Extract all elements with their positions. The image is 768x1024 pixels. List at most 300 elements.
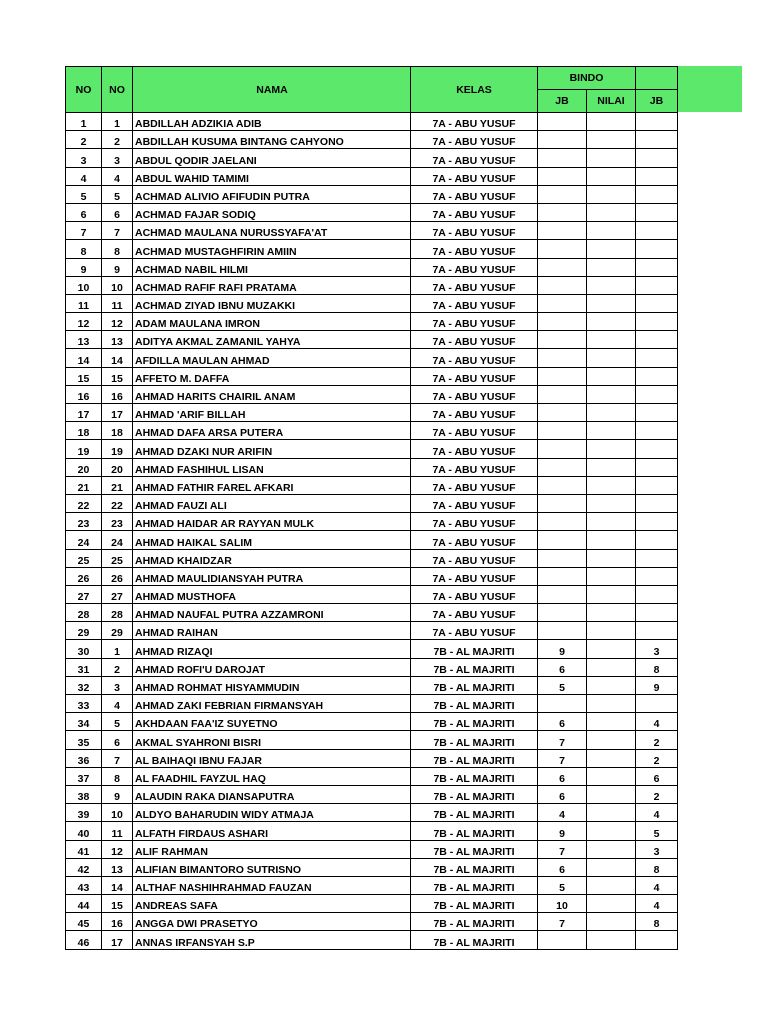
cell-jb-2: 2 xyxy=(636,749,678,767)
cell-kelas: 7B - AL MAJRITI xyxy=(411,658,538,676)
cell-nilai xyxy=(587,458,636,476)
cell-kelas: 7A - ABU YUSUF xyxy=(411,549,538,567)
cell-jb xyxy=(538,513,587,531)
cell-no-class: 11 xyxy=(102,822,133,840)
cell-no: 39 xyxy=(66,804,102,822)
cell-kelas: 7A - ABU YUSUF xyxy=(411,567,538,585)
table-row xyxy=(66,895,678,913)
cell-no: 38 xyxy=(66,785,102,803)
cell-jb-2 xyxy=(636,585,678,603)
cell-no: 1 xyxy=(66,113,102,131)
table-row xyxy=(66,713,678,731)
cell-nilai xyxy=(587,294,636,312)
table-row xyxy=(66,294,678,312)
cell-no-class: 13 xyxy=(102,858,133,876)
cell-nilai xyxy=(587,585,636,603)
cell-no-class: 4 xyxy=(102,695,133,713)
cell-nilai xyxy=(587,331,636,349)
cell-kelas: 7A - ABU YUSUF xyxy=(411,276,538,294)
cell-kelas: 7B - AL MAJRITI xyxy=(411,876,538,894)
cell-no-class: 11 xyxy=(102,294,133,312)
cell-no-class: 12 xyxy=(102,313,133,331)
table-row xyxy=(66,549,678,567)
cell-kelas: 7A - ABU YUSUF xyxy=(411,294,538,312)
cell-nilai xyxy=(587,640,636,658)
cell-jb-2 xyxy=(636,367,678,385)
cell-no: 46 xyxy=(66,931,102,949)
cell-kelas: 7B - AL MAJRITI xyxy=(411,676,538,694)
cell-nilai xyxy=(587,658,636,676)
cell-nama: ADITYA AKMAL ZAMANIL YAHYA xyxy=(133,331,411,349)
cell-kelas: 7A - ABU YUSUF xyxy=(411,622,538,640)
cell-jb xyxy=(538,258,587,276)
cell-nama: AHMAD MUSTHOFA xyxy=(133,585,411,603)
cell-nilai xyxy=(587,822,636,840)
cell-nama: AHMAD FASHIHUL LISAN xyxy=(133,458,411,476)
cell-jb xyxy=(538,458,587,476)
cell-nama: AHMAD RIZAQI xyxy=(133,640,411,658)
cell-jb xyxy=(538,167,587,185)
cell-jb-2 xyxy=(636,276,678,294)
cell-nilai xyxy=(587,440,636,458)
table-row xyxy=(66,731,678,749)
table-row xyxy=(66,331,678,349)
cell-kelas: 7A - ABU YUSUF xyxy=(411,313,538,331)
cell-nilai xyxy=(587,895,636,913)
table-row xyxy=(66,676,678,694)
cell-no-class: 26 xyxy=(102,567,133,585)
cell-nilai xyxy=(587,767,636,785)
cell-jb-2: 3 xyxy=(636,640,678,658)
cell-jb-2 xyxy=(636,258,678,276)
cell-kelas: 7A - ABU YUSUF xyxy=(411,131,538,149)
cell-no: 21 xyxy=(66,476,102,494)
cell-jb-2 xyxy=(636,113,678,131)
cell-nilai xyxy=(587,476,636,494)
cell-nilai xyxy=(587,604,636,622)
cell-nama: ABDILLAH ADZIKIA ADIB xyxy=(133,113,411,131)
cell-no-class: 10 xyxy=(102,804,133,822)
cell-no-class: 17 xyxy=(102,931,133,949)
table-row xyxy=(66,385,678,403)
cell-nama: ACHMAD ALIVIO AFIFUDIN PUTRA xyxy=(133,185,411,203)
cell-no: 44 xyxy=(66,895,102,913)
cell-no-class: 28 xyxy=(102,604,133,622)
cell-jb-2: 4 xyxy=(636,876,678,894)
cell-jb: 7 xyxy=(538,731,587,749)
cell-jb xyxy=(538,422,587,440)
cell-jb xyxy=(538,331,587,349)
cell-kelas: 7B - AL MAJRITI xyxy=(411,749,538,767)
cell-no-class: 6 xyxy=(102,203,133,221)
cell-nama: AL FAADHIL FAYZUL HAQ xyxy=(133,767,411,785)
cell-jb: 7 xyxy=(538,913,587,931)
cell-jb xyxy=(538,385,587,403)
cell-kelas: 7B - AL MAJRITI xyxy=(411,785,538,803)
cell-kelas: 7A - ABU YUSUF xyxy=(411,113,538,131)
table-row xyxy=(66,767,678,785)
header-empty-cell xyxy=(636,67,678,90)
table-row xyxy=(66,222,678,240)
table-row xyxy=(66,185,678,203)
cell-jb-2 xyxy=(636,531,678,549)
cell-nama: ABDUL QODIR JAELANI xyxy=(133,149,411,167)
cell-kelas: 7A - ABU YUSUF xyxy=(411,203,538,221)
cell-jb-2 xyxy=(636,203,678,221)
cell-nilai xyxy=(587,622,636,640)
cell-no-class: 10 xyxy=(102,276,133,294)
table-row xyxy=(66,440,678,458)
cell-no: 42 xyxy=(66,858,102,876)
cell-kelas: 7A - ABU YUSUF xyxy=(411,513,538,531)
cell-nilai xyxy=(587,513,636,531)
cell-nama: ACHMAD MUSTAGHFIRIN AMIIN xyxy=(133,240,411,258)
table-row xyxy=(66,349,678,367)
cell-nilai xyxy=(587,676,636,694)
cell-kelas: 7B - AL MAJRITI xyxy=(411,767,538,785)
cell-no-class: 14 xyxy=(102,876,133,894)
cell-nama: AHMAD ZAKI FEBRIAN FIRMANSYAH xyxy=(133,695,411,713)
cell-jb-2 xyxy=(636,604,678,622)
cell-no-class: 9 xyxy=(102,258,133,276)
cell-no-class: 25 xyxy=(102,549,133,567)
cell-nama: ALIFIAN BIMANTORO SUTRISNO xyxy=(133,858,411,876)
cell-no: 12 xyxy=(66,313,102,331)
cell-jb: 5 xyxy=(538,676,587,694)
cell-no-class: 4 xyxy=(102,167,133,185)
cell-no: 10 xyxy=(66,276,102,294)
cell-no-class: 6 xyxy=(102,731,133,749)
table-row xyxy=(66,604,678,622)
cell-jb-2 xyxy=(636,695,678,713)
cell-no: 27 xyxy=(66,585,102,603)
cell-kelas: 7B - AL MAJRITI xyxy=(411,931,538,949)
cell-jb xyxy=(538,567,587,585)
cell-nama: AHMAD HAIKAL SALIM xyxy=(133,531,411,549)
cell-jb: 6 xyxy=(538,767,587,785)
header-no: NO xyxy=(66,67,102,113)
table-row xyxy=(66,785,678,803)
cell-nama: AHMAD DZAKI NUR ARIFIN xyxy=(133,440,411,458)
cell-jb: 6 xyxy=(538,785,587,803)
cell-jb xyxy=(538,349,587,367)
cell-nama: ALTHAF NASHIHRAHMAD FAUZAN xyxy=(133,876,411,894)
cell-jb: 5 xyxy=(538,876,587,894)
cell-no: 15 xyxy=(66,367,102,385)
cell-nama: ANDREAS SAFA xyxy=(133,895,411,913)
cell-nilai xyxy=(587,713,636,731)
cell-nama: ADAM MAULANA IMRON xyxy=(133,313,411,331)
cell-nama: AKHDAAN FAA'IZ SUYETNO xyxy=(133,713,411,731)
cell-kelas: 7A - ABU YUSUF xyxy=(411,331,538,349)
cell-kelas: 7A - ABU YUSUF xyxy=(411,222,538,240)
cell-no: 40 xyxy=(66,822,102,840)
cell-no-class: 23 xyxy=(102,513,133,531)
table-row xyxy=(66,876,678,894)
table-row xyxy=(66,931,678,949)
header-jb: JB xyxy=(538,90,587,113)
cell-jb-2 xyxy=(636,349,678,367)
cell-kelas: 7B - AL MAJRITI xyxy=(411,895,538,913)
table-row xyxy=(66,531,678,549)
table-row xyxy=(66,258,678,276)
cell-nilai xyxy=(587,258,636,276)
cell-nama: AFFETO M. DAFFA xyxy=(133,367,411,385)
cell-no: 13 xyxy=(66,331,102,349)
cell-kelas: 7A - ABU YUSUF xyxy=(411,404,538,422)
cell-no-class: 7 xyxy=(102,222,133,240)
cell-nama: AL BAIHAQI IBNU FAJAR xyxy=(133,749,411,767)
cell-no: 32 xyxy=(66,676,102,694)
cell-nilai xyxy=(587,404,636,422)
cell-no: 23 xyxy=(66,513,102,531)
cell-nilai xyxy=(587,531,636,549)
cell-jb-2: 8 xyxy=(636,913,678,931)
cell-no-class: 21 xyxy=(102,476,133,494)
cell-no: 17 xyxy=(66,404,102,422)
cell-no: 45 xyxy=(66,913,102,931)
cell-jb-2: 2 xyxy=(636,731,678,749)
cell-nama: AHMAD 'ARIF BILLAH xyxy=(133,404,411,422)
header-nama: NAMA xyxy=(133,67,411,113)
cell-nilai xyxy=(587,385,636,403)
cell-nama: ACHMAD NABIL HILMI xyxy=(133,258,411,276)
cell-nilai xyxy=(587,876,636,894)
cell-nilai xyxy=(587,840,636,858)
cell-nama: AFDILLA MAULAN AHMAD xyxy=(133,349,411,367)
cell-nilai xyxy=(587,785,636,803)
cell-jb xyxy=(538,313,587,331)
cell-nama: ACHMAD RAFIF RAFI PRATAMA xyxy=(133,276,411,294)
cell-kelas: 7B - AL MAJRITI xyxy=(411,913,538,931)
cell-jb: 9 xyxy=(538,822,587,840)
table-row xyxy=(66,203,678,221)
cell-no-class: 27 xyxy=(102,585,133,603)
cell-jb-2 xyxy=(636,622,678,640)
cell-no-class: 15 xyxy=(102,367,133,385)
cell-jb-2 xyxy=(636,222,678,240)
cell-jb xyxy=(538,494,587,512)
cell-nilai xyxy=(587,240,636,258)
cell-jb-2 xyxy=(636,149,678,167)
cell-jb-2: 3 xyxy=(636,840,678,858)
cell-jb-2 xyxy=(636,567,678,585)
cell-nilai xyxy=(587,276,636,294)
cell-nilai xyxy=(587,203,636,221)
cell-jb-2: 8 xyxy=(636,858,678,876)
cell-no: 7 xyxy=(66,222,102,240)
cell-jb: 4 xyxy=(538,804,587,822)
cell-no-class: 2 xyxy=(102,131,133,149)
cell-nama: ALAUDIN RAKA DIANSAPUTRA xyxy=(133,785,411,803)
cell-no: 30 xyxy=(66,640,102,658)
cell-jb-2 xyxy=(636,167,678,185)
cell-no: 11 xyxy=(66,294,102,312)
table-row xyxy=(66,313,678,331)
cell-jb xyxy=(538,149,587,167)
cell-jb xyxy=(538,622,587,640)
cell-kelas: 7A - ABU YUSUF xyxy=(411,349,538,367)
cell-no-class: 3 xyxy=(102,149,133,167)
cell-nilai xyxy=(587,931,636,949)
cell-no: 29 xyxy=(66,622,102,640)
cell-jb xyxy=(538,585,587,603)
cell-no: 18 xyxy=(66,422,102,440)
table-row xyxy=(66,113,678,131)
cell-no-class: 8 xyxy=(102,240,133,258)
cell-jb xyxy=(538,294,587,312)
table-row xyxy=(66,494,678,512)
cell-jb xyxy=(538,203,587,221)
cell-kelas: 7A - ABU YUSUF xyxy=(411,494,538,512)
cell-jb-2 xyxy=(636,294,678,312)
cell-kelas: 7A - ABU YUSUF xyxy=(411,367,538,385)
cell-jb-2 xyxy=(636,313,678,331)
cell-jb xyxy=(538,549,587,567)
cell-jb-2 xyxy=(636,131,678,149)
cell-no-class: 18 xyxy=(102,422,133,440)
cell-nilai xyxy=(587,349,636,367)
cell-jb xyxy=(538,604,587,622)
cell-nama: AHMAD KHAIDZAR xyxy=(133,549,411,567)
cell-no-class: 2 xyxy=(102,658,133,676)
cell-jb-2 xyxy=(636,422,678,440)
cell-no: 26 xyxy=(66,567,102,585)
cell-nilai xyxy=(587,185,636,203)
cell-kelas: 7B - AL MAJRITI xyxy=(411,713,538,731)
cell-kelas: 7A - ABU YUSUF xyxy=(411,531,538,549)
cell-jb-2 xyxy=(636,931,678,949)
table-row xyxy=(66,131,678,149)
cell-jb xyxy=(538,531,587,549)
cell-nama: ANGGA DWI PRASETYO xyxy=(133,913,411,931)
table-header xyxy=(66,67,678,113)
cell-no: 34 xyxy=(66,713,102,731)
cell-jb: 10 xyxy=(538,895,587,913)
cell-jb: 6 xyxy=(538,858,587,876)
table-row xyxy=(66,913,678,931)
cell-jb xyxy=(538,222,587,240)
cell-kelas: 7A - ABU YUSUF xyxy=(411,385,538,403)
cell-no-class: 3 xyxy=(102,676,133,694)
cell-jb xyxy=(538,476,587,494)
cell-jb xyxy=(538,113,587,131)
header-no-class: NO xyxy=(102,67,133,113)
cell-nilai xyxy=(587,731,636,749)
cell-no: 33 xyxy=(66,695,102,713)
cell-kelas: 7A - ABU YUSUF xyxy=(411,240,538,258)
cell-kelas: 7B - AL MAJRITI xyxy=(411,804,538,822)
cell-no-class: 1 xyxy=(102,640,133,658)
header-fill-extension xyxy=(678,66,742,112)
cell-nama: AHMAD FAUZI ALI xyxy=(133,494,411,512)
cell-nama: ACHMAD ZIYAD IBNU MUZAKKI xyxy=(133,294,411,312)
cell-no: 43 xyxy=(66,876,102,894)
cell-nilai xyxy=(587,113,636,131)
cell-no: 41 xyxy=(66,840,102,858)
cell-no: 4 xyxy=(66,167,102,185)
cell-nama: AHMAD ROHMAT HISYAMMUDIN xyxy=(133,676,411,694)
cell-nama: ABDUL WAHID TAMIMI xyxy=(133,167,411,185)
cell-nilai xyxy=(587,367,636,385)
cell-jb-2: 2 xyxy=(636,785,678,803)
cell-nama: AHMAD MAULIDIANSYAH PUTRA xyxy=(133,567,411,585)
cell-kelas: 7B - AL MAJRITI xyxy=(411,731,538,749)
table-row xyxy=(66,695,678,713)
table-row xyxy=(66,476,678,494)
cell-nilai xyxy=(587,167,636,185)
cell-no: 31 xyxy=(66,658,102,676)
table-row xyxy=(66,822,678,840)
cell-kelas: 7B - AL MAJRITI xyxy=(411,858,538,876)
cell-no-class: 16 xyxy=(102,913,133,931)
cell-jb: 9 xyxy=(538,640,587,658)
cell-nilai xyxy=(587,313,636,331)
table-row xyxy=(66,367,678,385)
cell-kelas: 7A - ABU YUSUF xyxy=(411,422,538,440)
student-roster-table xyxy=(65,66,678,950)
cell-nama: AHMAD ROFI'U DAROJAT xyxy=(133,658,411,676)
cell-no: 5 xyxy=(66,185,102,203)
cell-jb xyxy=(538,695,587,713)
cell-jb-2: 4 xyxy=(636,895,678,913)
cell-nilai xyxy=(587,804,636,822)
cell-nama: ACHMAD FAJAR SODIQ xyxy=(133,203,411,221)
cell-nilai xyxy=(587,149,636,167)
cell-jb-2 xyxy=(636,185,678,203)
cell-kelas: 7A - ABU YUSUF xyxy=(411,476,538,494)
cell-kelas: 7A - ABU YUSUF xyxy=(411,585,538,603)
header-nilai: NILAI xyxy=(587,90,636,113)
cell-nama: AHMAD DAFA ARSA PUTERA xyxy=(133,422,411,440)
cell-nama: ANNAS IRFANSYAH S.P xyxy=(133,931,411,949)
cell-no-class: 22 xyxy=(102,494,133,512)
cell-kelas: 7A - ABU YUSUF xyxy=(411,258,538,276)
cell-jb-2: 4 xyxy=(636,713,678,731)
table-row xyxy=(66,240,678,258)
cell-kelas: 7A - ABU YUSUF xyxy=(411,458,538,476)
cell-jb-2 xyxy=(636,404,678,422)
cell-jb xyxy=(538,404,587,422)
cell-nama: ALFATH FIRDAUS ASHARI xyxy=(133,822,411,840)
cell-nilai xyxy=(587,695,636,713)
cell-jb xyxy=(538,367,587,385)
cell-nilai xyxy=(587,567,636,585)
cell-nilai xyxy=(587,131,636,149)
cell-no: 22 xyxy=(66,494,102,512)
cell-jb-2: 9 xyxy=(636,676,678,694)
cell-jb: 7 xyxy=(538,840,587,858)
table-row xyxy=(66,658,678,676)
table-row xyxy=(66,840,678,858)
cell-nama: AHMAD HARITS CHAIRIL ANAM xyxy=(133,385,411,403)
cell-nama: AHMAD HAIDAR AR RAYYAN MULK xyxy=(133,513,411,531)
table-row xyxy=(66,585,678,603)
cell-nilai xyxy=(587,749,636,767)
cell-kelas: 7A - ABU YUSUF xyxy=(411,185,538,203)
cell-jb: 7 xyxy=(538,749,587,767)
header-kelas: KELAS xyxy=(411,67,538,113)
cell-nama: AHMAD NAUFAL PUTRA AZZAMRONI xyxy=(133,604,411,622)
cell-no: 37 xyxy=(66,767,102,785)
cell-no: 25 xyxy=(66,549,102,567)
cell-jb-2 xyxy=(636,331,678,349)
table-body xyxy=(66,113,678,950)
cell-no: 24 xyxy=(66,531,102,549)
cell-nilai xyxy=(587,422,636,440)
cell-no-class: 13 xyxy=(102,331,133,349)
table-row xyxy=(66,622,678,640)
